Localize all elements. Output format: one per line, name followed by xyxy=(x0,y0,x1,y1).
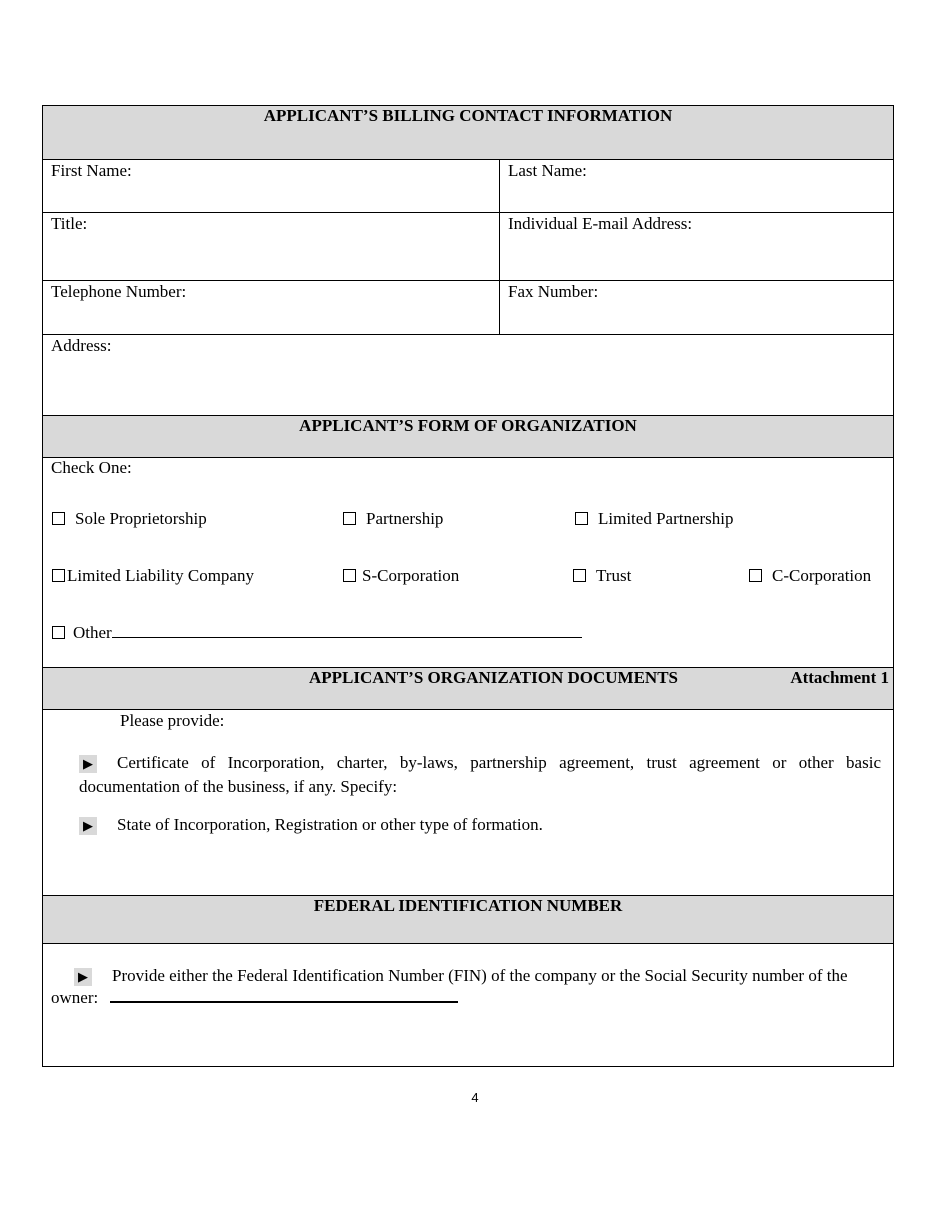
page-number: 4 xyxy=(471,1090,479,1105)
documents-body xyxy=(43,710,893,896)
documents-heading: APPLICANT’S ORGANIZATION DOCUMENTS xyxy=(309,668,678,687)
email-field[interactable] xyxy=(500,213,893,280)
billing-heading: APPLICANT’S BILLING CONTACT INFORMATION xyxy=(263,106,673,125)
checkbox-icon[interactable] xyxy=(52,626,65,639)
title-field[interactable] xyxy=(43,213,500,280)
other-specify-line[interactable] xyxy=(112,636,582,638)
check-one-label: Check One: xyxy=(51,458,132,477)
application-form xyxy=(42,105,894,1067)
option-limited-partnership[interactable] xyxy=(575,509,734,529)
fein-section-header xyxy=(43,896,893,944)
option-llc[interactable] xyxy=(52,566,254,586)
attachment-label: Attachment 1 xyxy=(790,668,889,687)
telephone-label: Telephone Number: xyxy=(51,282,187,301)
organization-section-header xyxy=(43,416,893,458)
last-name-field[interactable] xyxy=(500,160,893,212)
trust-label: Trust xyxy=(596,566,632,585)
options-row-1 xyxy=(43,501,893,558)
telephone-field[interactable] xyxy=(43,281,500,334)
option-s-corporation[interactable] xyxy=(343,566,459,586)
fax-field[interactable] xyxy=(500,281,893,334)
address-field[interactable] xyxy=(43,335,893,415)
title-email-row xyxy=(43,213,893,281)
document-item-1 xyxy=(79,751,881,799)
checkbox-icon[interactable] xyxy=(52,569,65,582)
s-corporation-label: S-Corporation xyxy=(362,566,460,585)
email-label: Individual E-mail Address: xyxy=(508,214,693,233)
fein-instruction-text: Provide either the Federal Identification Number (FIN) of the company or the Social Security number of the owner: xyxy=(51,966,848,1007)
arrow-bullet-icon: ▶ xyxy=(74,968,92,986)
billing-section-header xyxy=(43,106,893,160)
document-item-2-text: State of Incorporation, Registration or other type of formation. xyxy=(117,815,543,834)
first-name-field[interactable] xyxy=(43,160,500,212)
address-row xyxy=(43,335,893,416)
first-name-label: First Name: xyxy=(51,161,132,180)
checkbox-icon[interactable] xyxy=(573,569,586,582)
options-row-3 xyxy=(43,615,893,672)
last-name-label: Last Name: xyxy=(508,161,587,180)
document-item-2 xyxy=(79,815,543,835)
document-item-1-text: Certificate of Incorporation, charter, by-laws, partnership agreement, trust agreement or other basic documentation of the business, if any. Specify: xyxy=(79,753,881,796)
fax-label: Fax Number: xyxy=(508,282,599,301)
name-row xyxy=(43,160,893,213)
checkbox-icon[interactable] xyxy=(575,512,588,525)
checkbox-icon[interactable] xyxy=(749,569,762,582)
documents-section-header xyxy=(43,668,893,710)
limited-partnership-label: Limited Partnership xyxy=(598,509,734,528)
option-c-corporation[interactable] xyxy=(749,566,871,586)
checkbox-icon[interactable] xyxy=(343,569,356,582)
fein-body xyxy=(43,944,893,1066)
option-sole-proprietorship[interactable] xyxy=(52,509,207,529)
other-label: Other xyxy=(73,623,112,642)
fein-answer-line[interactable] xyxy=(110,1001,458,1003)
organization-heading: APPLICANT’S FORM OF ORGANIZATION xyxy=(299,416,637,435)
checkbox-icon[interactable] xyxy=(343,512,356,525)
arrow-bullet-icon: ▶ xyxy=(79,817,97,835)
checkbox-icon[interactable] xyxy=(52,512,65,525)
fein-heading: FEDERAL IDENTIFICATION NUMBER xyxy=(313,896,623,915)
c-corporation-label: C-Corporation xyxy=(772,566,872,585)
phone-fax-row xyxy=(43,281,893,335)
option-partnership[interactable] xyxy=(343,509,443,529)
organization-options xyxy=(43,458,893,668)
option-other[interactable] xyxy=(52,623,582,643)
llc-label: Limited Liability Company xyxy=(67,566,254,585)
address-label: Address: xyxy=(51,336,112,355)
please-provide-text: Please provide: xyxy=(120,711,225,730)
arrow-bullet-icon: ▶ xyxy=(79,755,97,773)
fein-instruction xyxy=(51,965,881,1009)
title-label: Title: xyxy=(51,214,88,233)
sole-proprietorship-label: Sole Proprietorship xyxy=(75,509,207,528)
partnership-label: Partnership xyxy=(366,509,444,528)
options-row-2 xyxy=(43,558,893,615)
option-trust[interactable] xyxy=(573,566,631,586)
